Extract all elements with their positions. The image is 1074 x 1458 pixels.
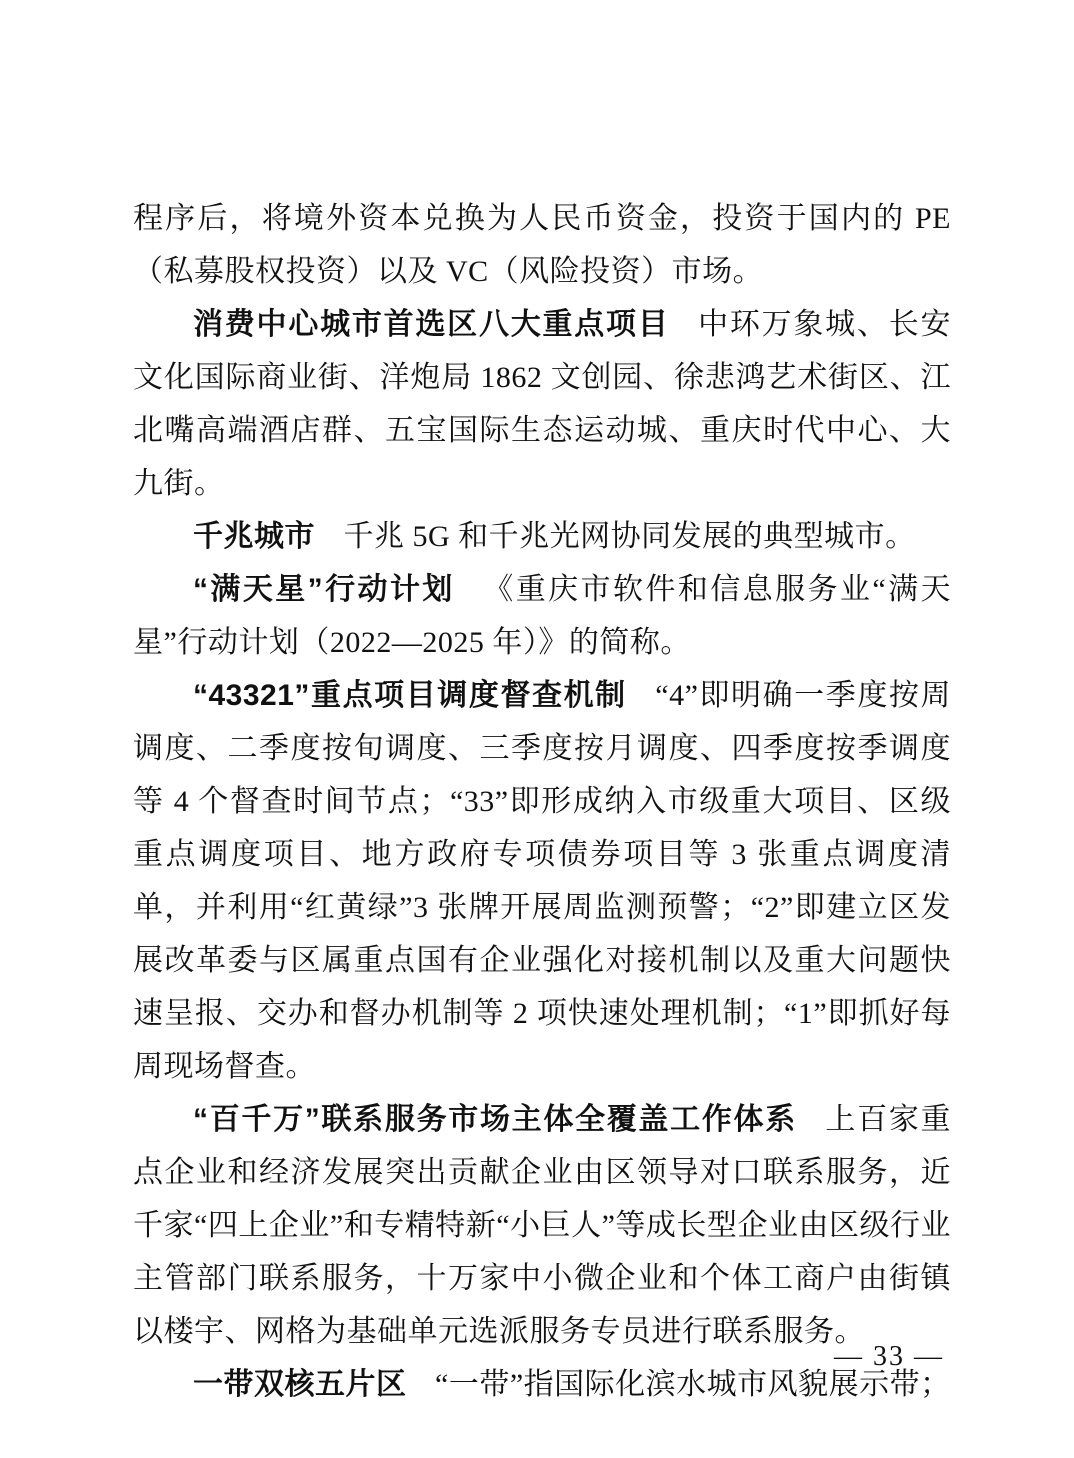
- paragraph: [133, 1358, 951, 1411]
- paragraph-text: 中环万象城、长安文化国际商业街、洋炮局 1862 文创园、徐悲鸿艺术街区、江北嘴高端酒店群、五宝国际生态运动城、重庆时代中心、大九街。: [133, 308, 952, 500]
- page-body-text: [133, 192, 951, 1411]
- paragraph-text: 《重庆市软件和信息服务业“满天星”行动计划（2022—2025 年）》的简称。: [133, 573, 951, 659]
- term-label: 消费中心城市首选区八大重点项目: [193, 308, 670, 341]
- term-label: 一带双核五片区: [193, 1368, 407, 1401]
- paragraph: [133, 298, 951, 510]
- paragraph: [133, 1093, 951, 1358]
- paragraph: [133, 510, 951, 563]
- paragraph-text: 上百家重点企业和经济发展突出贡献企业由区领导对口联系服务，近千家“四上企业”和专精特新“小巨人”等成长型企业由区级行业主管部门联系服务，十万家中小微企业和个体工商户由街镇以楼宇、网格为基础单元选派服务专员进行联系服务。: [133, 1103, 952, 1348]
- paragraph: [133, 563, 951, 669]
- paragraph: [133, 192, 951, 298]
- paragraph-text: “4”即明确一季度按周调度、二季度按旬调度、三季度按月调度、四季度按季调度等 4 个督查时间节点；“33”即形成纳入市级重大项目、区级重点调度项目、地方政府专项债券项目等 3 张重点调度清单，并利用“红黄绿”3 张牌开展周监测预警；“2”即建立区发展改革委与区属重点国有企业强化对接机制以及重大问题快速呈报、交办和督办机制等 2 项快速处理机制；“1”即抓好每周现场督查。: [133, 679, 951, 1083]
- term-label: “百千万”联系服务市场主体全覆盖工作体系: [193, 1103, 797, 1136]
- term-label: “43321”重点项目调度督查机制: [193, 679, 627, 712]
- paragraph-text: 千兆 5G 和千兆光网协同发展的典型城市。: [343, 520, 916, 553]
- term-label: “满天星”行动计划: [193, 573, 455, 606]
- page-number: — 33 —: [834, 1341, 944, 1372]
- term-label: 千兆城市: [193, 520, 315, 553]
- paragraph: [133, 669, 951, 1093]
- paragraph-text: “一带”指国际化滨水城市风貌展示带；: [435, 1368, 951, 1401]
- paragraph-text: 程序后，将境外资本兑换为人民币资金，投资于国内的 PE（私募股权投资）以及 VC（风险投资）市场。: [133, 202, 951, 288]
